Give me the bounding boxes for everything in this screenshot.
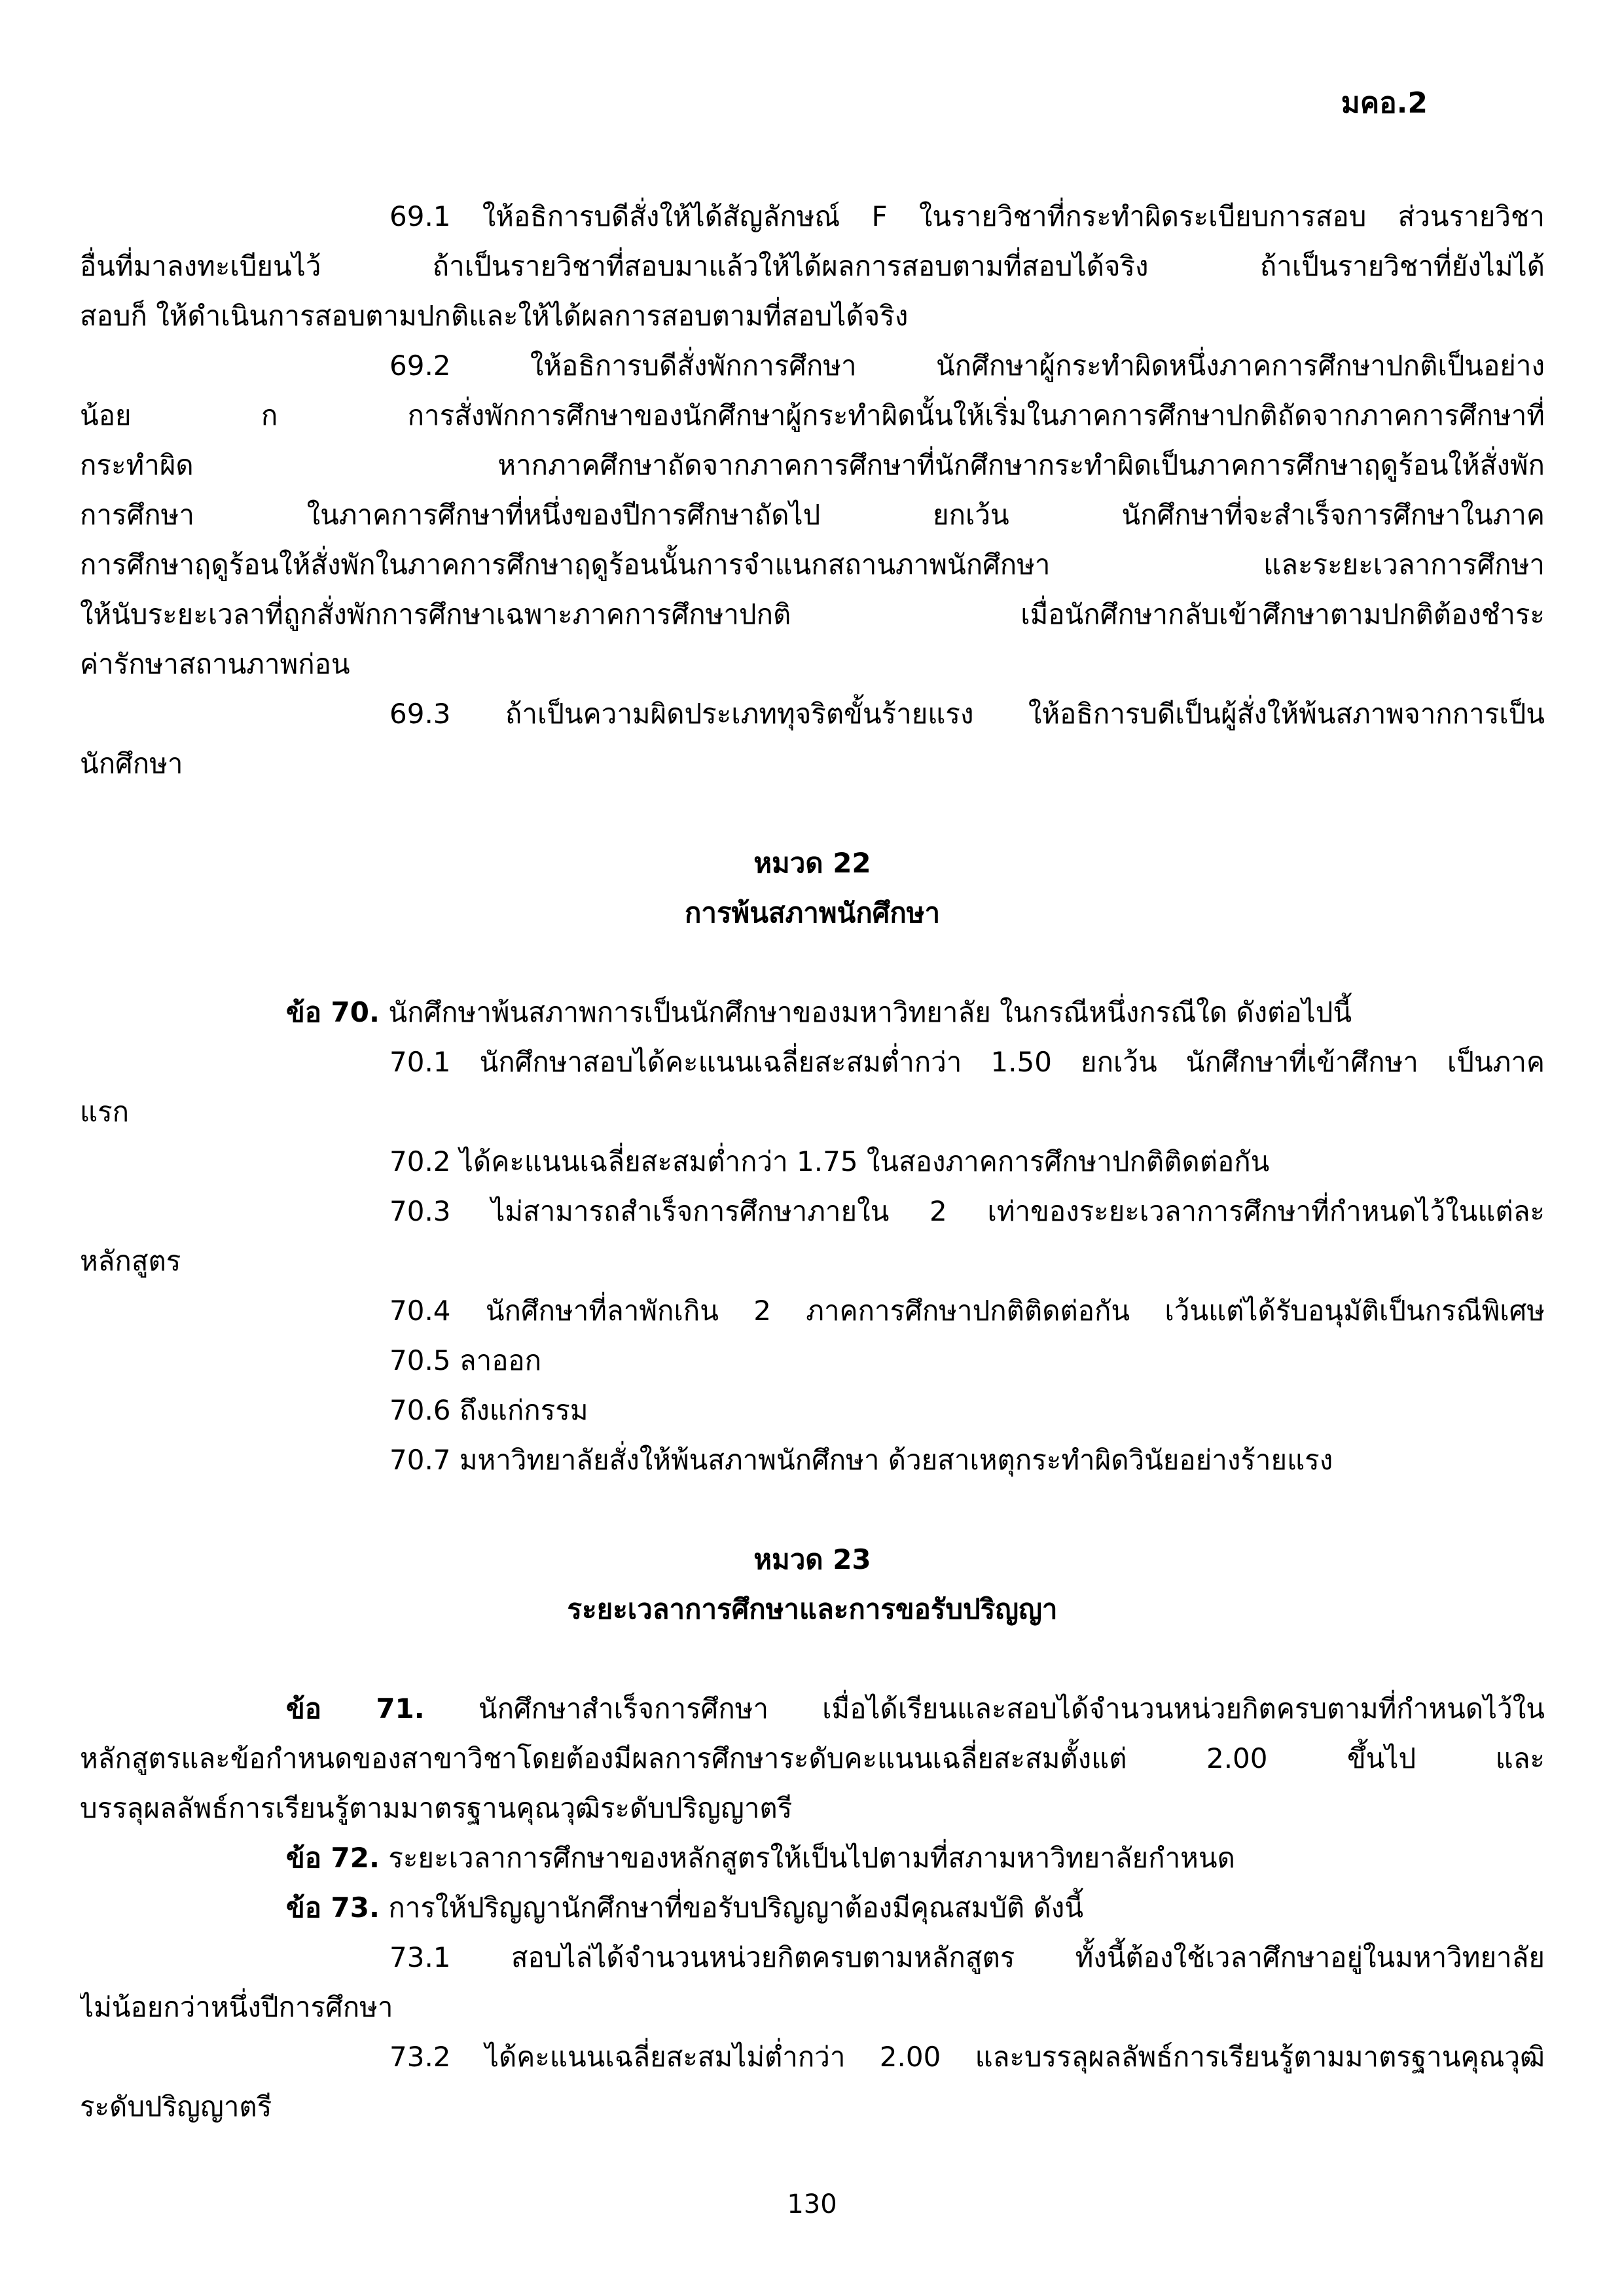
article-70-text: นักศึกษาพ้นสภาพการเป็นนักศึกษาของมหาวิทยาลัย ในกรณีหนึ่งกรณีใด ดังต่อไปนี้ [379,996,1352,1028]
article-73-text: การให้ปริญญานักศึกษาที่ขอรับปริญญาต้องมีคุณสมบัติ ดังนี้ [379,1892,1084,1924]
chapter-22-number: หมวด 22 [753,847,871,879]
article-71-line-2: หลักสูตรและข้อกำหนดของสาขาวิชาโดยต้องมีผลการศึกษาระดับคะแนนเฉลี่ยสะสมตั้งแต่ 2.00 ขึ้นไป และ [80,1742,1545,1774]
para-69-3-line-1: 69.3 ถ้าเป็นความผิดประเภททุจริตขั้นร้ายแรง ให้อธิการบดีเป็นผู้สั่งให้พ้นสภาพจากการเป็น [389,698,1545,730]
article-72-number: ข้อ 72. [286,1842,380,1874]
item-70-5: 70.5 ลาออก [389,1344,542,1376]
chapter-23-title: ระยะเวลาการศึกษาและการขอรับปริญญา [567,1593,1058,1625]
para-69-1-line-3: สอบก็ ให้ดำเนินการสอบตามปกติและให้ได้ผลการสอบตามที่สอบได้จริง [80,300,909,332]
article-71-number: ข้อ 71. [286,1693,425,1725]
para-69-3-line-2: นักศึกษา [80,747,183,780]
article-71-line-3: บรรลุผลลัพธ์การเรียนรู้ตามมาตรฐานคุณวุฒิระดับปริญญาตรี [80,1792,793,1824]
item-73-2-line-1: 73.2 ได้คะแนนเฉลี่ยสะสมไม่ต่ำกว่า 2.00 และบรรลุผลลัพธ์การเรียนรู้ตามมาตรฐานคุณวุฒิ [389,2041,1545,2073]
item-70-1-line-2: แรก [80,1096,130,1128]
article-70-number: ข้อ 70. [286,996,380,1028]
item-70-1-line-1: 70.1 นักศึกษาสอบได้คะแนนเฉลี่ยสะสมต่ำกว่า 1.50 ยกเว้น นักศึกษาที่เข้าศึกษา เป็นภาค [389,1046,1545,1078]
item-70-7: 70.7 มหาวิทยาลัยสั่งให้พ้นสภาพนักศึกษา ด้วยสาเหตุกระทำผิดวินัยอย่างร้ายแรง [389,1444,1333,1476]
article-73 [80,1883,1545,1933]
para-69-1-line-1: 69.1 ให้อธิการบดีสั่งให้ได้สัญลักษณ์ F ในรายวิชาที่กระทำผิดระเบียบการสอบ ส่วนรายวิชา [389,200,1545,232]
page-number: 130 [787,2189,837,2219]
article-73-number: ข้อ 73. [286,1892,380,1924]
chapter-22-title: การพ้นสภาพนักศึกษา [684,897,941,929]
para-69-2-line-2: น้อย ก การสั่งพักการศึกษาของนักศึกษาผู้กระทำผิดนั้นให้เริ่มในภาคการศึกษาปกติถัดจากภาคการศึกษาที่ [80,399,1545,431]
para-69-2-line-7: ค่ารักษาสถานภาพก่อน [80,648,350,680]
item-70-4: 70.4 นักศึกษาที่ลาพักเกิน 2 ภาคการศึกษาปกติติดต่อกัน เว้นแต่ได้รับอนุมัติเป็นกรณีพิเศษ [389,1295,1545,1327]
article-71-line-1 [80,1684,1545,1734]
blank-line [80,1634,1545,1684]
article-70 [80,988,1545,1037]
item-70-6: 70.6 ถึงแก่กรรม [389,1394,588,1426]
item-73-2-line-2: ระดับปริญญาตรี [80,2090,272,2123]
article-72 [80,1833,1545,1883]
item-73-1-line-2: ไม่น้อยกว่าหนึ่งปีการศึกษา [80,1991,393,2023]
blank-line [80,789,1545,838]
chapter-23-number: หมวด 23 [753,1543,871,1575]
blank-line [80,938,1545,988]
para-69-2-line-1: 69.2 ให้อธิการบดีสั่งพักการศึกษา นักศึกษาผู้กระทำผิดหนึ่งภาคการศึกษาปกติเป็นอย่าง [389,350,1545,382]
item-73-1-line-1: 73.1 สอบไล่ได้จำนวนหน่วยกิตครบตามหลักสูตร ทั้งนี้ต้องใช้เวลาศึกษาอยู่ในมหาวิทยาลัย [389,1941,1545,1973]
blank-line [80,1485,1545,1535]
para-69-2-line-5: การศึกษาฤดูร้อนให้สั่งพักในภาคการศึกษาฤดูร้อนนั้นการจำแนกสถานภาพนักศึกษา และระยะเวลาการศึกษา [80,548,1545,581]
item-70-3-line-2: หลักสูตร [80,1245,181,1277]
article-71-text: นักศึกษาสำเร็จการศึกษา เมื่อได้เรียนและสอบได้จำนวนหน่วยกิตครบตามที่กำหนดไว้ใน [424,1693,1545,1725]
para-69-1-line-2: อื่นที่มาลงทะเบียนไว้ ถ้าเป็นรายวิชาที่สอบมาแล้วให้ได้ผลการสอบตามที่สอบได้จริง ถ้าเป็นรายวิชาที่ยังไม่ได้ [80,250,1545,282]
para-69-2-line-6: ให้นับระยะเวลาที่ถูกสั่งพักการศึกษาเฉพาะภาคการศึกษาปกติ เมื่อนักศึกษากลับเข้าศึกษาตามปกติต้องชำระ [80,598,1545,630]
article-72-text: ระยะเวลาการศึกษาของหลักสูตรให้เป็นไปตามที่สภามหาวิทยาลัยกำหนด [379,1842,1235,1874]
para-69-2-line-4: การศึกษา ในภาคการศึกษาที่หนึ่งของปีการศึกษาถัดไป ยกเว้น นักศึกษาที่จะสำเร็จการศึกษาในภาค [80,499,1545,531]
para-69-2-line-3: กระทำผิด หากภาคศึกษาถัดจากภาคการศึกษาที่นักศึกษากระทำผิดเป็นภาคการศึกษาฤดูร้อนให้สั่งพัก [80,449,1545,481]
item-70-3-line-1: 70.3 ไม่สามารถสำเร็จการศึกษาภายใน 2 เท่าของระยะเวลาการศึกษาที่กำหนดไว้ในแต่ละ [389,1195,1545,1227]
item-70-2: 70.2 ได้คะแนนเฉลี่ยสะสมต่ำกว่า 1.75 ในสองภาคการศึกษาปกติติดต่อกัน [389,1145,1270,1177]
page-body [80,192,1545,2132]
document-form-tag: มคอ.2 [1341,86,1428,120]
